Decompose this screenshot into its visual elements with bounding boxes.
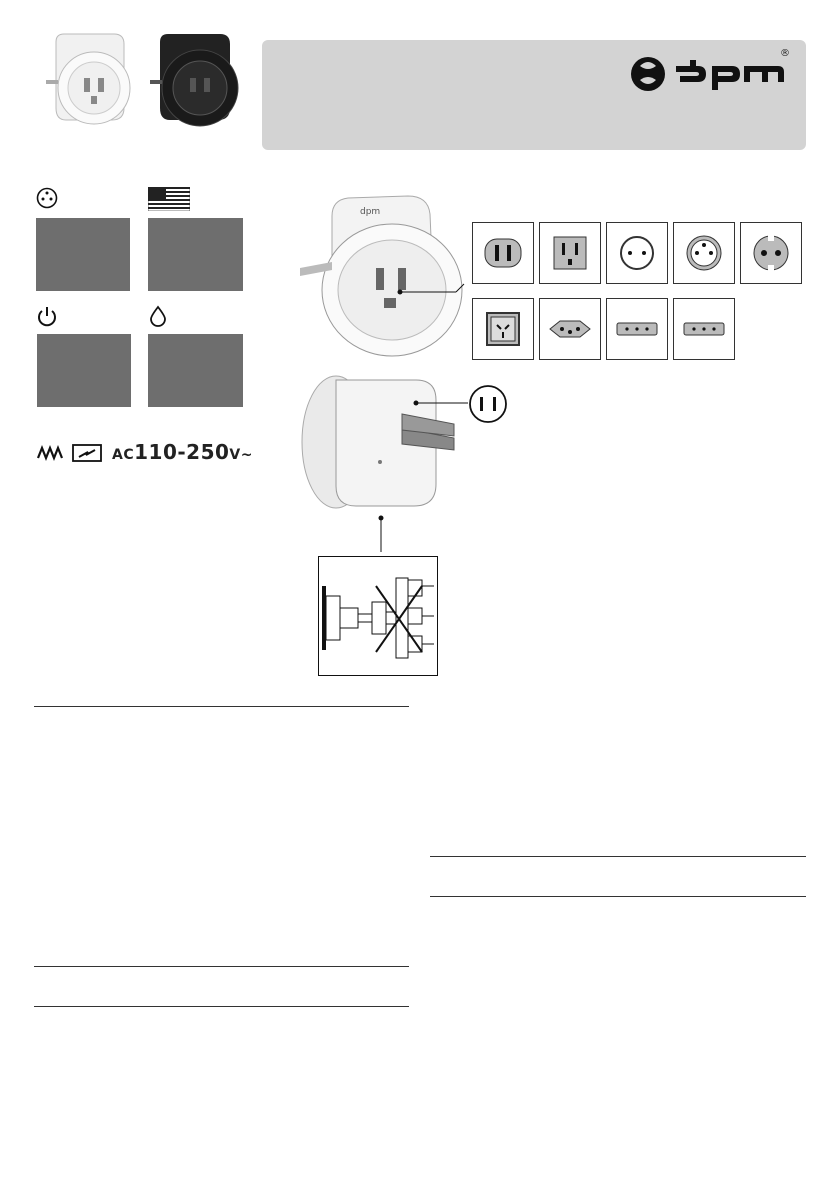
socket-type-c — [606, 222, 668, 284]
section-divider-left-1 — [34, 706, 409, 707]
brand-logo — [628, 48, 790, 94]
spec-box-power — [37, 334, 131, 407]
registered-mark: ® — [780, 48, 790, 59]
socket-type-b — [539, 222, 601, 284]
voltage-range: 110-250 — [134, 440, 230, 464]
three-pin-socket-icon — [36, 187, 58, 209]
header-band — [262, 40, 806, 150]
svg-text:dpm: dpm — [360, 207, 381, 217]
leader-line-warning — [376, 514, 386, 554]
power-standby-icon — [36, 305, 58, 327]
lightning-box-icon — [72, 444, 102, 462]
socket-type-g — [606, 298, 668, 360]
voltage-rating — [112, 440, 253, 464]
adapter-front-image — [288, 188, 466, 360]
voltage-prefix: AC — [112, 447, 135, 463]
leader-line-plug — [412, 396, 470, 410]
section-divider-left-2 — [34, 966, 409, 967]
voltage-unit: V~ — [229, 447, 253, 463]
two-flat-pin-plug-icon — [468, 384, 508, 424]
socket-type-g-2 — [673, 298, 735, 360]
product-thumbnail-white — [44, 28, 140, 138]
section-divider-right-2 — [430, 896, 806, 897]
socket-type-f — [740, 222, 802, 284]
adapter-back-image — [296, 366, 466, 518]
section-divider-left-3 — [34, 1006, 409, 1007]
product-thumbnail-black — [146, 28, 246, 138]
leader-line-sockets — [396, 282, 466, 298]
socket-type-a — [472, 222, 534, 284]
spec-box-grounding — [36, 218, 130, 291]
section-divider-right-1 — [430, 856, 806, 857]
spec-box-country — [148, 218, 243, 291]
brand-logo-mark — [628, 54, 788, 94]
socket-type-e — [673, 222, 735, 284]
socket-type-i — [472, 298, 534, 360]
water-drop-icon — [148, 305, 168, 327]
usa-flag-icon — [148, 187, 190, 211]
wave-icon — [36, 444, 66, 462]
no-stacking-warning-diagram — [318, 556, 438, 676]
socket-type-j — [539, 298, 601, 360]
spec-box-water — [148, 334, 243, 407]
